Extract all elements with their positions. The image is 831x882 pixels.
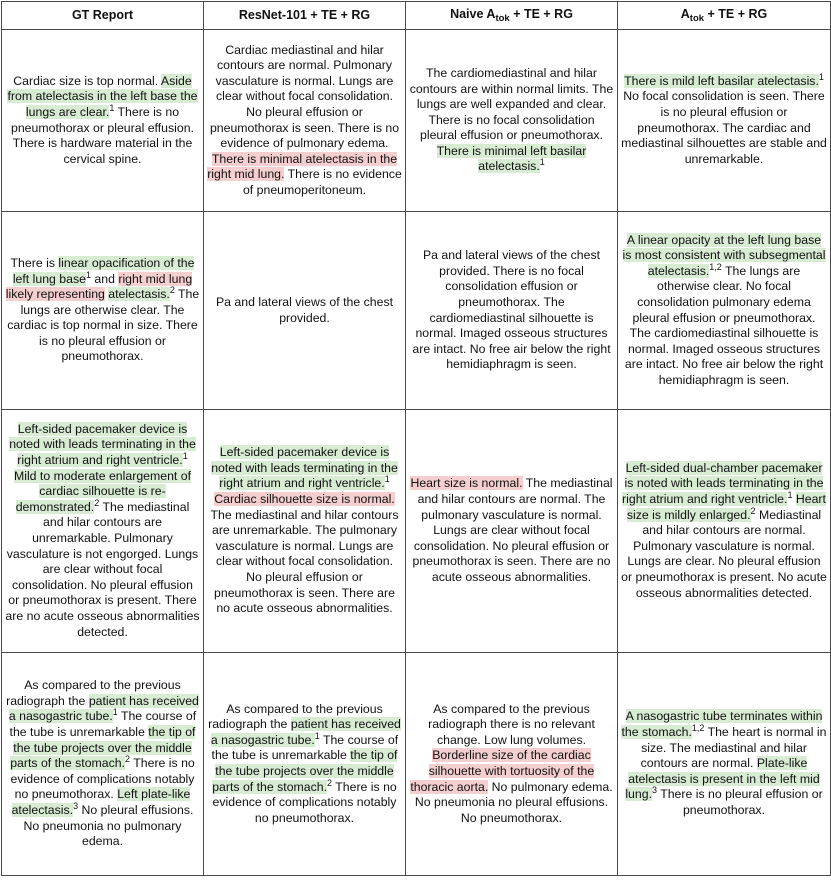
report-text: The course of the tube is unremarkable bbox=[9, 709, 197, 740]
correct-finding-highlight: Mild to moderate enlargement of cardiac silhouette is re-demonstrated. bbox=[13, 468, 192, 514]
header-label: GT Report bbox=[71, 7, 134, 22]
finding-reference-number: 2 bbox=[169, 285, 175, 296]
finding-reference-number: 2 bbox=[94, 497, 100, 508]
finding-reference-number: 3 bbox=[652, 785, 658, 796]
resnet-report-cell bbox=[204, 410, 406, 653]
report-text: Pa and lateral views of the chest provided. bbox=[215, 294, 394, 325]
report-text: Cardiac size is top normal. bbox=[13, 73, 161, 88]
finding-reference-number: 1 bbox=[109, 102, 115, 113]
resnet-report-cell bbox=[204, 30, 406, 212]
correct-finding-highlight: Plate-like atelectasis is present in the left mid lung. bbox=[625, 756, 820, 802]
report-text: and bbox=[90, 271, 119, 286]
header-label: Naive A bbox=[450, 7, 496, 22]
report-text: Pa and lateral views of the chest provided. There is no focal consolidation effusion or pneumothorax. The cardiomediastinal silhouette is normal. Imaged osseous structures are intact. No free air below the right hemidiaphragm is seen. bbox=[412, 248, 611, 372]
report-text: As compared to the previous radiograph the bbox=[6, 678, 181, 708]
header-label: ResNet-101 + TE + RG bbox=[238, 7, 371, 22]
header-subscript: tok bbox=[689, 13, 705, 25]
report-text: The mediastinal and hilar contours are unremarkable. Pulmonary vasculature is not engorged. Lungs are clear without focal consolidation. No pleural effusion or pneumothorax is present. There are no acute osseous abnormalities detected. bbox=[5, 499, 200, 639]
finding-reference-number: 2 bbox=[327, 777, 333, 788]
correct-finding-highlight: the tip of the tube projects over the middle parts of the stomach. bbox=[212, 748, 398, 794]
correct-finding-highlight: A nasogastric tube terminates within the stomach. bbox=[621, 709, 823, 740]
incorrect-finding-highlight: right mid lung likely representing bbox=[5, 271, 193, 302]
correct-finding-highlight: There is minimal left basilar atelectasis. bbox=[436, 143, 587, 174]
resnet-report-cell bbox=[204, 653, 406, 876]
atok-report-cell bbox=[618, 212, 831, 410]
header-naive-atok bbox=[406, 2, 618, 30]
report-text: The course of the tube is unremarkable bbox=[211, 732, 399, 763]
correct-finding-highlight: Left-sided dual-chamber pacemaker is noted with leads terminating in the right atrium and right ventricle. bbox=[622, 460, 824, 507]
naive-atok-report-cell bbox=[406, 30, 618, 212]
incorrect-finding-highlight: Borderline size of the cardiac silhouette with tortuosity of the thoracic aorta. bbox=[410, 748, 595, 794]
report-text: No pleural effusions. No pneumonia no pulmonary edema. bbox=[23, 802, 194, 849]
correct-finding-highlight: Heart size is mildly enlarged. bbox=[626, 492, 826, 522]
finding-reference-number: 1 bbox=[112, 707, 118, 718]
header-row bbox=[2, 2, 831, 30]
incorrect-finding-highlight: There is minimal atelectasis in the right mid lung. bbox=[207, 151, 398, 182]
finding-reference-number: 1 bbox=[384, 474, 390, 485]
header-resnet bbox=[204, 2, 406, 30]
report-row bbox=[2, 653, 831, 876]
resnet-report-cell bbox=[204, 212, 406, 410]
correct-finding-highlight: the tip of the tube projects over the middle parts of the stomach. bbox=[10, 725, 196, 771]
naive-atok-report-cell bbox=[406, 410, 618, 653]
correct-finding-highlight: patient has received a nasogastric tube. bbox=[210, 717, 401, 747]
header-label: + TE + RG bbox=[704, 7, 768, 22]
correct-finding-highlight: Left-sided pacemaker device is noted with leads terminating in the right atrium and right ventricle. bbox=[9, 421, 196, 468]
finding-reference-number: 1 bbox=[314, 730, 320, 741]
report-row bbox=[2, 30, 831, 212]
report-text: As compared to the previous radiograph there is no relevant change. Low lung volumes. bbox=[428, 701, 595, 747]
finding-reference-number: 2 bbox=[125, 754, 131, 765]
finding-reference-number: 1 bbox=[182, 450, 188, 461]
report-text: There is no pneumothorax or pleural effusion. There is hardware material in the cervical spine. bbox=[11, 104, 194, 166]
correct-finding-highlight: linear opacification of the left lung base bbox=[12, 255, 195, 286]
report-text: The heart is normal in size. The mediastinal and hilar contours are normal. bbox=[640, 725, 827, 771]
correct-finding-highlight: A linear opacity at the left lung base is most consistent with subsegmental atelectasis. bbox=[622, 232, 826, 278]
report-text: No focal consolidation is seen. There is no pleural effusion or pneumothorax. The cardiac and mediastinal silhouettes are stable and unremarkable. bbox=[621, 89, 827, 166]
atok-report-cell bbox=[618, 30, 831, 212]
finding-reference-number: 1,2 bbox=[709, 261, 722, 272]
correct-finding-highlight: There is mild left basilar atelectasis. bbox=[624, 73, 819, 88]
incorrect-finding-highlight: Cardiac silhouette size is normal. bbox=[214, 492, 395, 507]
report-comparison-table bbox=[1, 1, 831, 876]
naive-atok-report-cell bbox=[406, 653, 618, 876]
report-text: No pulmonary edema. No pneumonia no pleural effusions. No pneumothorax. bbox=[414, 779, 613, 825]
gt-report-cell bbox=[2, 212, 204, 410]
finding-reference-number: 1 bbox=[85, 269, 91, 280]
gt-report-cell bbox=[2, 30, 204, 212]
header-label: A bbox=[680, 7, 690, 22]
header-gt-report bbox=[2, 2, 204, 30]
report-text: The lungs are otherwise clear. No focal consolidation pulmonary edema pleural effusion or pneumothorax. The cardiomediastinal silhouette is normal. Imaged osseous structures are intact. No free air below the right hemidiaphragm is seen. bbox=[624, 263, 824, 387]
report-text: There is no evidence of pneumoperitoneum. bbox=[242, 167, 402, 197]
finding-reference-number: 2 bbox=[750, 505, 756, 516]
finding-reference-number: 1 bbox=[787, 489, 793, 500]
finding-reference-number: 1 bbox=[539, 157, 545, 168]
report-text: Cardiac mediastinal and hilar contours are normal. Pulmonary vasculature is normal. Lungs are clear without focal consolidation. No pleural effusion or pneumothorax is seen. There is no evidence of pulmonary edema. bbox=[209, 42, 400, 151]
report-text: The lungs are otherwise clear. The cardiac is top normal in size. There is no pleural effusion or pneumothorax. bbox=[7, 287, 200, 364]
gt-report-cell bbox=[2, 410, 204, 653]
naive-atok-report-cell bbox=[406, 212, 618, 410]
gt-report-cell bbox=[2, 653, 204, 876]
correct-finding-highlight: atelectasis. bbox=[108, 287, 170, 302]
finding-reference-number: 1 bbox=[818, 71, 824, 82]
report-text: There is no evidence of complications notably no pneumothorax. bbox=[10, 756, 195, 802]
correct-finding-highlight: Left-sided pacemaker device is noted with leads terminating in the right atrium and right ventricle. bbox=[211, 445, 398, 491]
report-row bbox=[2, 212, 831, 410]
finding-reference-number: 3 bbox=[73, 800, 79, 811]
header-atok bbox=[618, 2, 831, 30]
report-text: There is bbox=[10, 255, 59, 270]
correct-finding-highlight: Left plate-like atelectasis. bbox=[11, 787, 191, 817]
report-text: There is no pleural effusion or pneumothorax. bbox=[657, 787, 823, 817]
correct-finding-highlight: Aside from atelectasis in the left base the lungs are clear. bbox=[7, 73, 198, 119]
atok-report-cell bbox=[618, 653, 831, 876]
report-text: Mediastinal and hilar contours are normal. Pulmonary vasculature is normal. Lungs are clear. No pleural effusion or pneumothorax is present. No acute osseous abnormalities detected. bbox=[621, 507, 827, 600]
report-text: There is no evidence of complications notably no pneumothorax. bbox=[212, 779, 397, 825]
correct-finding-highlight: patient has received a nasogastric tube. bbox=[8, 693, 199, 724]
header-subscript: tok bbox=[495, 13, 510, 25]
report-row bbox=[2, 410, 831, 653]
report-text: The mediastinal and hilar contours are normal. The pulmonary vasculature is normal. Lungs are clear without focal consolidation. No pleural effusion or pneumothorax is seen. There are no acute osseous abnormalities. bbox=[412, 476, 613, 584]
report-text: As compared to the previous radiograph the bbox=[208, 701, 383, 732]
atok-report-cell bbox=[618, 410, 831, 653]
report-text: The cardiomediastinal and hilar contours are within normal limits. The lungs are well expanded and clear. There is no focal consolidation pleural effusion or pneumothorax. bbox=[409, 65, 614, 143]
report-text: The mediastinal and hilar contours are unremarkable. The pulmonary vasculature is normal. Lungs are clear without focal consolidation. No pleural effusion or pneumothorax is seen. There are no acute osseous abnormalities. bbox=[210, 507, 399, 616]
incorrect-finding-highlight: Heart size is normal. bbox=[410, 476, 523, 491]
header-label: + TE + RG bbox=[509, 7, 573, 22]
finding-reference-number: 1,2 bbox=[691, 722, 705, 733]
